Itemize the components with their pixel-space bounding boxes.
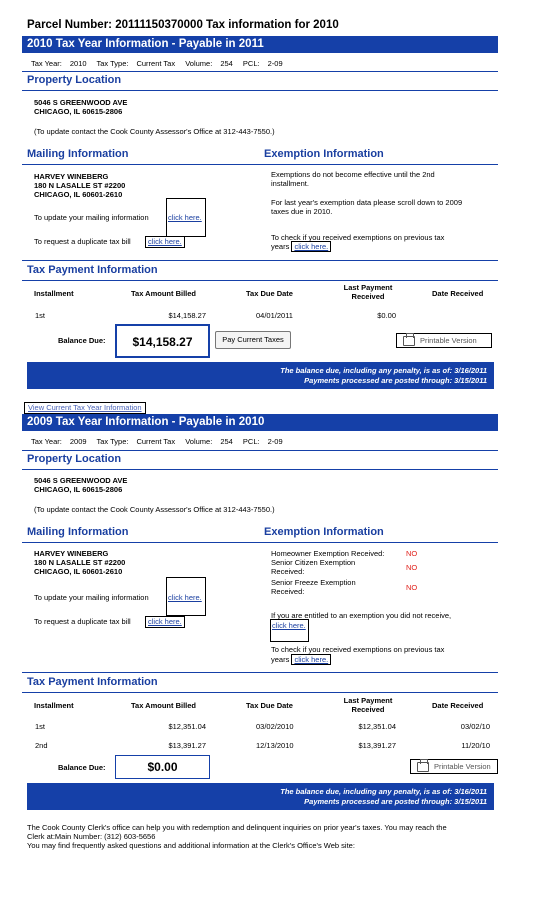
- update-mailing-text: To update your mailing information: [34, 213, 149, 222]
- table-row-due-date: 04/01/2011: [256, 311, 293, 320]
- divider: [22, 71, 498, 72]
- duplicate-bill-text: To request a duplicate tax bill: [34, 617, 131, 626]
- pcl-value: 2-09: [267, 59, 283, 68]
- tax-payment-heading: Tax Payment Information: [27, 264, 158, 276]
- printable-version-label: Printable Version: [420, 336, 477, 345]
- senior-freeze-value: NO: [406, 583, 418, 592]
- tax-type-label: Tax Type:: [96, 437, 129, 446]
- senior-citizen-value: NO: [406, 563, 418, 572]
- exemption-check-line1: To check if you received exemptions on previous tax: [271, 233, 445, 242]
- parcel-header: Parcel Number: 20111150370000 Tax information for 2010: [27, 19, 339, 31]
- mailing-address-line2: CHICAGO, IL 60601-2610: [34, 190, 123, 199]
- exemption-information-heading: Exemption Information: [264, 526, 384, 538]
- update-mailing-link[interactable]: click here.: [168, 593, 202, 602]
- footer-line1: The Cook County Clerk's office can help you with redemption and delinquent inquiries on prior year's taxes. You may reach the: [27, 823, 447, 832]
- table-row-date-received: 03/02/10: [460, 722, 490, 731]
- view-current-tax-year-link[interactable]: View Current Tax Year Information: [24, 402, 146, 414]
- pcl-value: 2-09: [267, 437, 283, 446]
- col-last-payment: [335, 283, 401, 301]
- tax-payment-heading: Tax Payment Information: [27, 676, 158, 688]
- col-amount-billed: Tax Amount Billed: [131, 701, 197, 710]
- divider: [22, 469, 498, 470]
- senior-freeze-label-line2: Received:: [271, 587, 305, 596]
- table-row-installment: 2nd: [35, 741, 48, 750]
- tax-type-label: Tax Type:: [96, 59, 129, 68]
- pcl-label: PCL:: [242, 59, 260, 68]
- balance-notice-line1: The balance due, including any penalty, is as of: 3/16/2011: [280, 787, 487, 796]
- volume-value: 254: [220, 59, 233, 68]
- table-row-last-payment: $0.00: [377, 311, 396, 320]
- exemption-note2-line2: taxes due in 2010.: [271, 207, 333, 216]
- senior-citizen-label-line1: Senior Citizen Exemption: [271, 558, 356, 567]
- update-mailing-text: To update your mailing information: [34, 593, 149, 602]
- balance-notice: [27, 783, 494, 810]
- homeowner-exemption-value: NO: [406, 549, 418, 558]
- table-row-amount: $13,391.27: [168, 741, 206, 750]
- divider: [22, 672, 498, 673]
- col-last-payment-line2: Received: [351, 705, 385, 714]
- tax-year-label: Tax Year:: [31, 59, 62, 68]
- printable-version-button[interactable]: [410, 759, 498, 774]
- duplicate-bill-link[interactable]: click here.: [145, 616, 185, 628]
- col-amount-billed: Tax Amount Billed: [131, 289, 197, 298]
- property-address-line1: 5046 S GREENWOOD AVE: [34, 476, 128, 485]
- balance-due-value: $0.00: [115, 755, 210, 779]
- printable-version-label: Printable Version: [434, 762, 491, 771]
- assessor-note: (To update contact the Cook County Assessor's Office at 312-443-7550.): [34, 505, 275, 514]
- senior-freeze-label-line1: Senior Freeze Exemption: [271, 578, 356, 587]
- table-row-due-date: 12/13/2010: [256, 741, 294, 750]
- footer-line2: Clerk at:Main Number: (312) 603-5656: [27, 832, 156, 841]
- assessor-note: (To update contact the Cook County Assessor's Office at 312-443-7550.): [34, 127, 275, 136]
- exemption-check-link[interactable]: click here.: [291, 654, 331, 665]
- exemption-check-line1: To check if you received exemptions on previous tax: [271, 645, 445, 654]
- col-last-payment: [335, 696, 401, 714]
- table-row-amount: $14,158.27: [168, 311, 206, 320]
- table-row-installment: 1st: [35, 722, 46, 731]
- table-row-amount: $12,351.04: [168, 722, 206, 731]
- table-row-due-date: 03/02/2010: [256, 722, 294, 731]
- table-row-installment: 1st: [35, 311, 46, 320]
- divider: [22, 90, 498, 91]
- col-date-received: Date Received: [432, 289, 484, 298]
- pcl-label: PCL:: [242, 437, 260, 446]
- table-row-last-payment: $12,351.04: [358, 722, 396, 731]
- col-installment: Installment: [34, 289, 74, 298]
- exemption-check-line2: [271, 242, 331, 252]
- mailing-name: HARVEY WINEBERG: [34, 549, 109, 558]
- tax-year-label: Tax Year:: [31, 437, 62, 446]
- col-due-date: Tax Due Date: [246, 701, 293, 710]
- mailing-address-line2: CHICAGO, IL 60601-2610: [34, 567, 123, 576]
- exemption-note2-line1: For last year's exemption data please scroll down to 2009: [271, 198, 463, 207]
- col-last-payment-line2: Received: [351, 292, 385, 301]
- property-address-line1: 5046 S GREENWOOD AVE: [34, 98, 128, 107]
- homeowner-exemption-label: Homeowner Exemption Received:: [271, 549, 385, 558]
- exemption-note1-line2: installment.: [271, 179, 309, 188]
- balance-notice-line2: Payments processed are posted through: 3/15/2011: [304, 375, 487, 385]
- balance-due-label: Balance Due:: [58, 763, 106, 772]
- divider: [22, 260, 498, 261]
- entitled-exemption-text: If you are entitled to an exemption you did not receive,: [271, 611, 452, 620]
- divider: [22, 692, 498, 693]
- mailing-address-line1: 180 N LASALLE ST #2200: [34, 181, 126, 190]
- balance-notice: [27, 362, 494, 389]
- tax-year-value: 2009: [69, 437, 87, 446]
- tax-year-bar-2009: 2009 Tax Year Information - Payable in 2010: [22, 414, 498, 431]
- mailing-name: HARVEY WINEBERG: [34, 172, 109, 181]
- footer-line3: You may find frequently asked questions and additional information at the Clerk's Office's Web site:: [27, 841, 355, 850]
- duplicate-bill-text: To request a duplicate tax bill: [34, 237, 131, 246]
- property-location-heading: Property Location: [27, 74, 122, 86]
- tax-year-bar-2010: 2010 Tax Year Information - Payable in 2011: [22, 36, 498, 53]
- exemption-check-years: years: [271, 655, 290, 664]
- col-installment: Installment: [34, 701, 74, 710]
- property-address-line2: CHICAGO, IL 60615-2806: [34, 485, 123, 494]
- col-due-date: Tax Due Date: [246, 289, 293, 298]
- balance-due-label: Balance Due:: [58, 336, 106, 345]
- exemption-check-link[interactable]: click here.: [291, 241, 331, 252]
- divider: [22, 542, 498, 543]
- mailing-address-line1: 180 N LASALLE ST #2200: [34, 558, 126, 567]
- divider: [22, 450, 498, 451]
- printer-icon: [403, 336, 415, 346]
- duplicate-bill-link[interactable]: click here.: [145, 236, 185, 248]
- entitled-exemption-link[interactable]: click here.: [272, 621, 306, 630]
- tax-type-value: Current Tax: [136, 59, 176, 68]
- exemption-information-heading: Exemption Information: [264, 148, 384, 160]
- tax-year-details-2010: [31, 59, 291, 68]
- property-location-heading: Property Location: [27, 453, 122, 465]
- exemption-check-years: years: [271, 242, 290, 251]
- printer-icon: [417, 762, 429, 772]
- printable-version-button[interactable]: [396, 333, 492, 348]
- table-row-last-payment: $13,391.27: [358, 741, 396, 750]
- balance-due-value: $14,158.27: [115, 324, 210, 358]
- col-last-payment-line1: Last Payment: [343, 283, 393, 292]
- volume-label: Volume:: [185, 437, 213, 446]
- mailing-information-heading: Mailing Information: [27, 148, 129, 160]
- property-address-line2: CHICAGO, IL 60615-2806: [34, 107, 123, 116]
- volume-label: Volume:: [185, 59, 213, 68]
- tax-year-details-2009: [31, 437, 291, 446]
- update-mailing-link[interactable]: click here.: [168, 213, 202, 222]
- divider: [22, 280, 498, 281]
- balance-notice-line2: Payments processed are posted through: 3/15/2011: [304, 796, 487, 806]
- mailing-information-heading: Mailing Information: [27, 526, 129, 538]
- tax-type-value: Current Tax: [136, 437, 176, 446]
- balance-notice-line1: The balance due, including any penalty, is as of: 3/16/2011: [280, 366, 487, 375]
- table-row-date-received: 11/20/10: [461, 741, 490, 750]
- volume-value: 254: [220, 437, 233, 446]
- exemption-note1-line1: Exemptions do not become effective until the 2nd: [271, 170, 435, 179]
- tax-year-value: 2010: [69, 59, 87, 68]
- col-date-received: Date Received: [432, 701, 484, 710]
- pay-current-taxes-button[interactable]: Pay Current Taxes: [215, 331, 291, 349]
- divider: [22, 164, 498, 165]
- senior-citizen-label-line2: Received:: [271, 567, 305, 576]
- col-last-payment-line1: Last Payment: [343, 696, 393, 705]
- exemption-check-line2: [271, 655, 331, 665]
